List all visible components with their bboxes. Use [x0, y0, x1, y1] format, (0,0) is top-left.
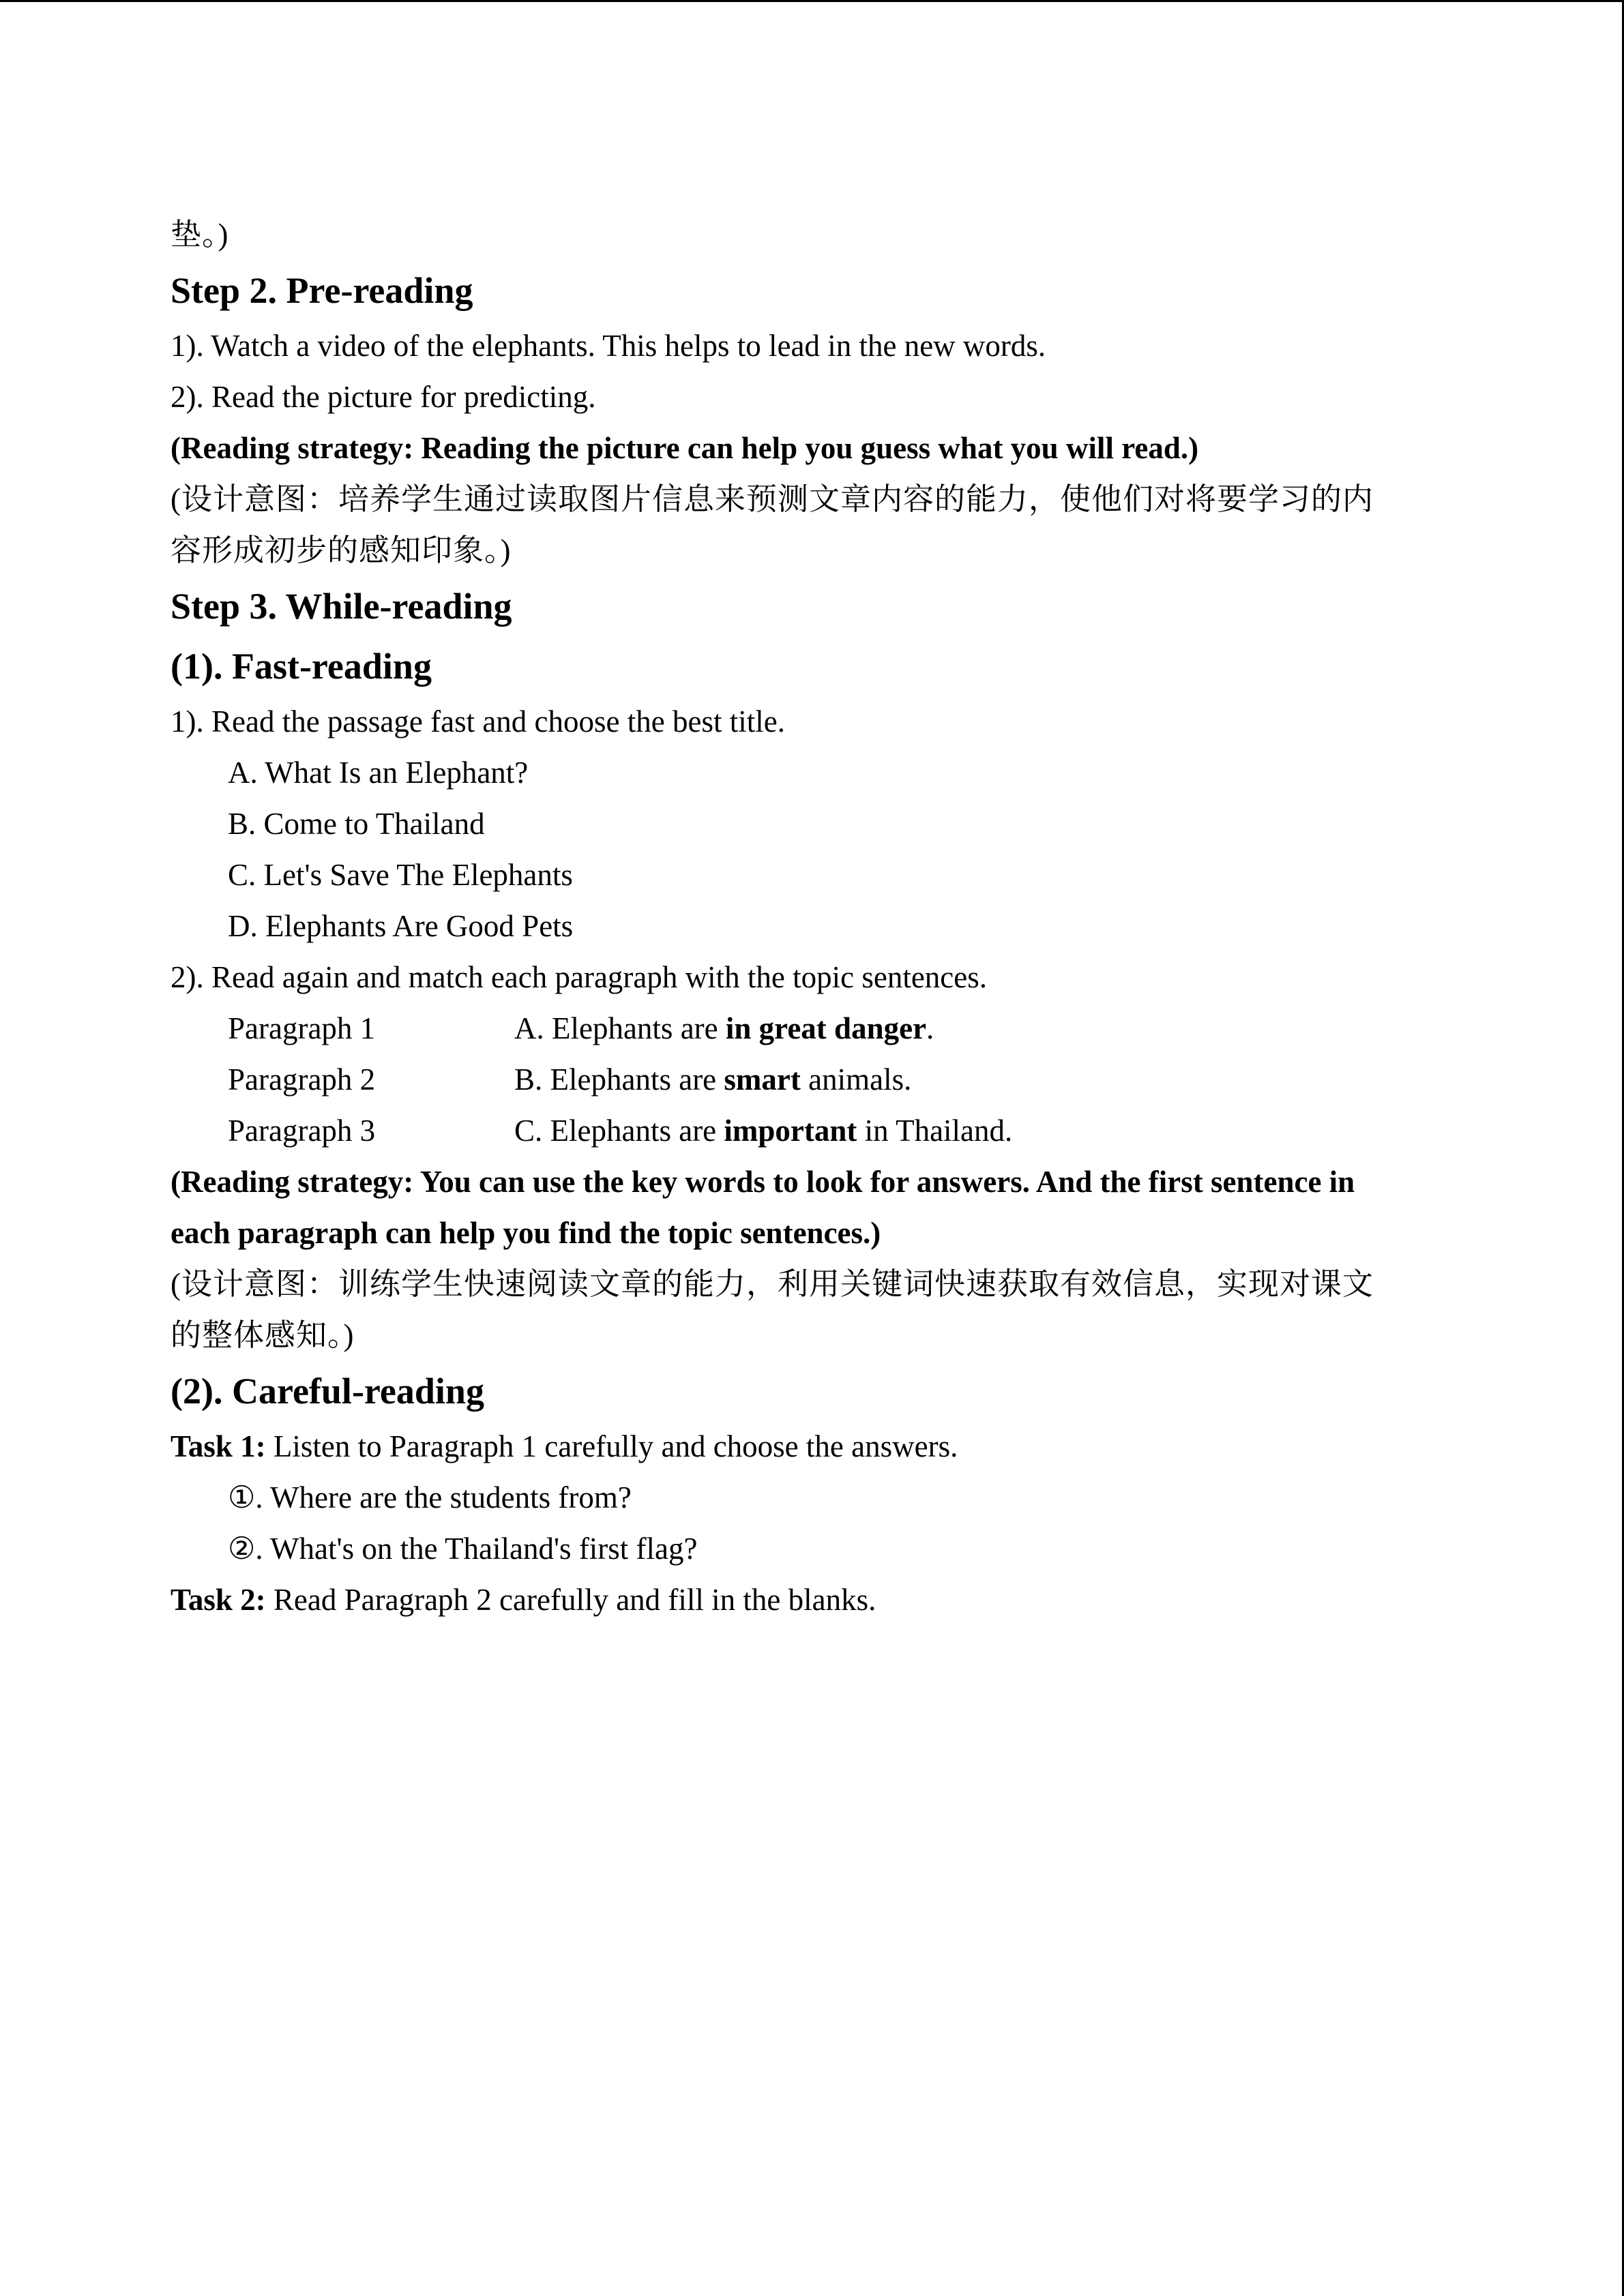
- reading-strategy-2-line-2: each paragraph can help you find the topic sentences.): [171, 1216, 881, 1250]
- match-topic-sentence: [514, 1054, 911, 1105]
- pre-reading-item-1: 1). Watch a video of the elephants. This helps to lead in the new words.: [171, 329, 1046, 363]
- match-row-1: [171, 1003, 1460, 1054]
- match-sentence-end: animals.: [800, 1062, 912, 1097]
- match-topic-sentence: [514, 1105, 1012, 1157]
- fast-reading-item-1: 1). Read the passage fast and choose the best title.: [171, 704, 785, 739]
- match-key-phrase: smart: [724, 1062, 801, 1097]
- design-intent-2-line-2: 的整体感知。): [171, 1318, 355, 1352]
- match-paragraph-label: Paragraph 1: [228, 1011, 376, 1045]
- match-paragraph-label: Paragraph 2: [228, 1062, 376, 1097]
- fast-reading-heading: (1). Fast-reading: [171, 646, 432, 687]
- document-body: [171, 209, 1460, 1626]
- pre-reading-item-2: 2). Read the picture for predicting.: [171, 380, 596, 414]
- task-1-label: Task 1:: [171, 1429, 266, 1463]
- reading-strategy-1: (Reading strategy: Reading the picture can help you guess what you will read.): [171, 431, 1199, 465]
- match-sentence-end: .: [926, 1011, 934, 1045]
- continued-text: 垫。): [171, 218, 229, 252]
- title-option-c: C. Let's Save The Elephants: [228, 858, 573, 892]
- design-intent-2-line-1: (设计意图：训练学生快速阅读文章的能力，利用关键词快速获取有效信息，实现对课文: [171, 1267, 1374, 1301]
- design-intent-1-line-1: (设计意图：培养学生通过读取图片信息来预测文章内容的能力，使他们对将要学习的内: [171, 482, 1374, 516]
- fast-reading-item-2: 2). Read again and match each paragraph with the topic sentences.: [171, 960, 988, 994]
- task-1-question-1: ①. Where are the students from?: [228, 1480, 632, 1515]
- task-2-text: Read Paragraph 2 carefully and fill in the blanks.: [265, 1583, 876, 1617]
- match-key-phrase: in great danger: [725, 1011, 927, 1045]
- title-option-a: A. What Is an Elephant?: [228, 756, 529, 790]
- match-row-3: [171, 1105, 1460, 1157]
- task-2-label: Task 2:: [171, 1583, 266, 1617]
- reading-strategy-2-line-1: (Reading strategy: You can use the key words to look for answers. And the first sentence in: [171, 1165, 1355, 1199]
- title-option-d: D. Elephants Are Good Pets: [228, 909, 574, 943]
- design-intent-1-line-2: 容形成初步的感知印象。): [171, 533, 512, 567]
- match-key-phrase: important: [724, 1114, 857, 1148]
- match-sentence-end: in Thailand.: [857, 1114, 1013, 1148]
- match-sentence-start: B. Elephants are: [514, 1062, 724, 1097]
- match-paragraph-label: Paragraph 3: [228, 1114, 376, 1148]
- step3-heading: Step 3. While-reading: [171, 586, 512, 627]
- match-sentence-start: A. Elephants are: [514, 1011, 726, 1045]
- match-sentence-start: C. Elephants are: [514, 1114, 724, 1148]
- title-option-b: B. Come to Thailand: [228, 807, 485, 841]
- step2-heading: Step 2. Pre-reading: [171, 270, 473, 311]
- task-2: [171, 1575, 1460, 1626]
- match-topic-sentence: [514, 1003, 934, 1054]
- task-1-text: Listen to Paragraph 1 carefully and choose the answers.: [265, 1429, 958, 1463]
- careful-reading-heading: (2). Careful-reading: [171, 1371, 484, 1412]
- match-row-2: [171, 1054, 1460, 1105]
- task-1-question-2: ②. What's on the Thailand's first flag?: [228, 1532, 698, 1566]
- task-1: [171, 1421, 1460, 1472]
